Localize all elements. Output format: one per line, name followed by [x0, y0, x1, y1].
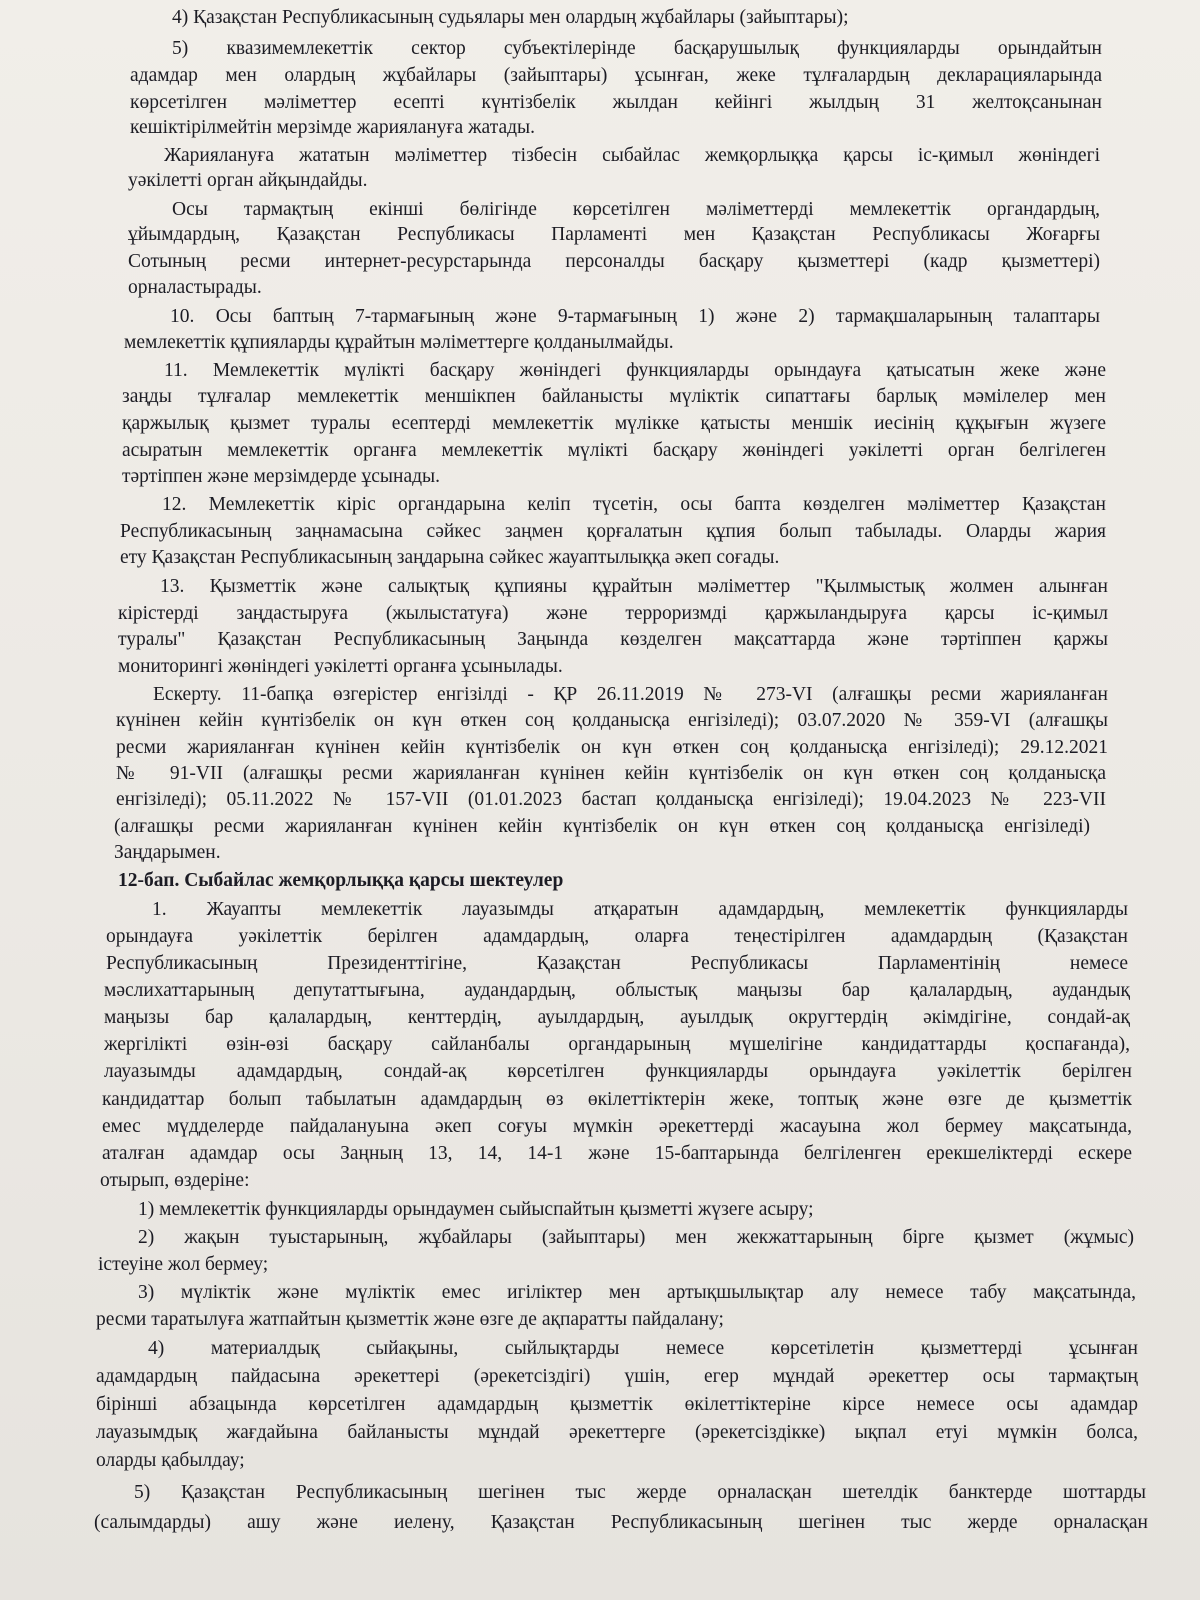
- text-line: мәслихаттарының депутаттығына, аудандардың, облыстық маңызы бар қалалардың, аудандық: [104, 980, 1130, 1001]
- text-line: лауазымды адамдардың, сондай-ақ көрсетілген функцияларды орындауға уәкілеттік берілген: [104, 1061, 1132, 1082]
- text-line: отырып, өздеріне:: [100, 1170, 250, 1191]
- text-line: (алғашқы ресми жарияланған күнінен кейін күнтізбелік он күн өткен соң қолданысқа енгізіледі): [114, 816, 1090, 837]
- text-line: емес мүдделерде пайдалануына әкеп соғуы мүмкін әрекеттерді жасауына жол бермеу мақсатында,: [102, 1116, 1132, 1137]
- text-line: уәкілетті орган айқындайды.: [128, 170, 368, 191]
- text-line: Сотының ресми интернет-ресурстарында персоналды басқару қызметтері (кадр қызметтері): [128, 251, 1100, 272]
- text-line: енгізіледі); 05.11.2022 № 157-VII (01.01.2023 бастап қолданысқа енгізіледі); 19.04.2023 № 223-VII: [116, 789, 1106, 810]
- text-line: 1. Жауапты мемлекеттік лауазымды атқаратын адамдардың, мемлекеттік функцияларды: [152, 899, 1128, 920]
- text-line: тәртіппен және мерзімдерде ұсынады.: [122, 466, 440, 487]
- text-line: Республикасының Президенттігіне, Қазақстан Республикасы Парламентінің немесе: [106, 953, 1128, 974]
- text-line: маңызы бар қалалардың, кенттердің, ауылдардың, ауылдық округтердің әкімдігіне, сондай-ақ: [104, 1007, 1130, 1028]
- list-item: 3) мүліктік және мүліктік емес игіліктер мен артықшылықтар алу немесе табу мақсатында,: [138, 1282, 1136, 1303]
- text-line: мониторингі жөніндегі уәкілетті органға ұсынылады.: [118, 656, 563, 677]
- text-line: кешіктірілмейтін мерзімде жариялануға жатады.: [130, 117, 536, 138]
- list-item: 1) мемлекеттік функцияларды орындаумен сыйыспайтын қызметті жүзеге асыру;: [138, 1199, 814, 1220]
- text-line: ресми жарияланған күнінен кейін күнтізбелік он күн өткен соң қолданысқа енгізіледі); 29.12.2021: [116, 737, 1108, 758]
- text-line: істеуіне жол бермеу;: [98, 1254, 269, 1275]
- text-line: қаржылық қызмет туралы есептерді мемлекеттік мүлікке қатысты меншік иесінің құқығын жүзеге: [122, 413, 1106, 434]
- text-line: адамдар мен олардың жұбайлары (зайыптары) ұсынған, жеке тұлғалардың декларацияларында: [130, 65, 1102, 86]
- text-line: күнінен кейін күнтізбелік он күн өткен соң қолданысқа енгізіледі); 03.07.2020 № 359-VI (алғашқы: [116, 710, 1108, 731]
- list-item: 4) материалдық сыйақыны, сыйлықтарды немесе көрсетілетін қызметтерді ұсынған: [148, 1338, 1138, 1359]
- text-line: оларды қабылдау;: [96, 1450, 245, 1471]
- text-line: мемлекеттік құпияларды құрайтын мәліметтерге қолданылмайды.: [124, 332, 674, 353]
- text-line: 5) квазимемлекеттік сектор субъектілерінде басқарушылық функцияларды орындайтын: [172, 38, 1102, 59]
- text-line: Ескерту. 11-бапқа өзгерістер енгізілді - ҚР 26.11.2019 № 273-VI (алғашқы ресми жарияланған: [153, 684, 1108, 705]
- text-line: (салымдарды) ашу және иелену, Қазақстан Республикасының шегінен тыс жерде орналасқан: [94, 1512, 1148, 1533]
- text-line: лауазымдық жағдайына байланысты мұндай әрекеттерге (әрекетсіздікке) ықпал етуі мүмкін болса,: [96, 1422, 1138, 1443]
- text-line: асыратын мемлекеттік органға мемлекеттік мүлікті басқару жөніндегі уәкілетті орган белгілеген: [122, 440, 1106, 461]
- text-line: Жариялануға жататын мәліметтер тізбесін сыбайлас жемқорлыққа қарсы іс-қимыл жөніндегі: [164, 145, 1100, 166]
- text-line: 4) Қазақстан Республикасының судьялары мен олардың жұбайлары (зайыптары);: [172, 7, 849, 28]
- text-line: туралы" Қазақстан Республикасының Заңында көзделген мақсаттарда және тәртіппен қаржы: [118, 629, 1108, 650]
- text-line: 10. Осы баптың 7-тармағының және 9-тармағының 1) және 2) тармақшаларының талаптары: [170, 306, 1100, 327]
- text-line: 12. Мемлекеттік кіріс органдарына келіп түсетін, осы бапта көзделген мәліметтер Қазақстан: [162, 494, 1106, 515]
- text-line: аталған адамдар осы Заңның 13, 14, 14-1 және 15-баптарында белгіленген ерекшеліктерді ескере: [102, 1143, 1132, 1164]
- text-line: орналастырады.: [128, 277, 262, 298]
- text-line: көрсетілген мәліметтер есепті күнтізбелік жылдан кейінгі жылдың 31 желтоқсанынан: [130, 92, 1102, 113]
- text-line: Республикасының заңнамасына сәйкес заңмен қорғалатын құпия болып табылады. Оларды жария: [120, 521, 1106, 542]
- text-line: 11. Мемлекеттік мүлікті басқару жөніндегі функцияларды орындауға қатысатын жеке және: [164, 360, 1106, 381]
- text-line: кірістерді заңдастыруға (жылыстатуға) және терроризмді қаржыландыруға қарсы іс-қимыл: [118, 603, 1108, 624]
- text-line: бірінші абзацында көрсетілген адамдардың қызметтік өкілеттіктеріне кірсе немесе осы адамдар: [96, 1394, 1138, 1415]
- list-item: 2) жақын туыстарының, жұбайлары (зайыптары) мен жекжаттарының бірге қызмет (жұмыс): [138, 1227, 1134, 1248]
- text-line: Заңдарымен.: [114, 842, 221, 863]
- article-heading: 12-бап. Сыбайлас жемқорлыққа қарсы шектеулер: [118, 870, 564, 891]
- text-line: ету Қазақстан Республикасының заңдарына сәйкес жауаптылыққа әкеп соғады.: [120, 547, 780, 568]
- text-line: заңды тұлғалар мемлекеттік меншікпен байланысты мүліктік сипаттағы барлық мәмілелер мен: [122, 386, 1106, 407]
- text-line: ресми таратылуға жатпайтын қызметтік және өзге де ақпаратты пайдалану;: [96, 1309, 724, 1330]
- text-line: № 91-VII (алғашқы ресми жарияланған күнінен кейін күнтізбелік он күн өткен соң қолданысқа: [116, 763, 1106, 784]
- text-line: Осы тармақтың екінші бөлігінде көрсетілген мәліметтерді мемлекеттік органдардың,: [172, 199, 1100, 220]
- list-item: 5) Қазақстан Республикасының шегінен тыс жерде орналасқан шетелдік банктерде шоттарды: [134, 1482, 1146, 1503]
- text-line: кандидаттар болып табылатын адамдардың өз өкілеттіктерін жеке, топтық және өзге де қызметтік: [102, 1089, 1132, 1110]
- text-line: 13. Қызметтік және салықтық құпияны құрайтын мәліметтер "Қылмыстық жолмен алынған: [160, 576, 1108, 597]
- text-line: жергілікті өзін-өзі басқару сайланбалы органдарының мүшелігіне кандидаттарды қоспағанда),: [104, 1034, 1130, 1055]
- text-line: орындауға уәкілеттік берілген адамдардың, оларға теңестірілген адамдардың (Қазақстан: [106, 926, 1128, 947]
- text-line: адамдардың пайдасына әрекеттері (әрекетсіздігі) үшін, егер мұндай әрекеттер осы тармақтың: [96, 1366, 1138, 1387]
- text-line: ұйымдардың, Қазақстан Республикасы Парламенті мен Қазақстан Республикасы Жоғарғы: [128, 224, 1100, 245]
